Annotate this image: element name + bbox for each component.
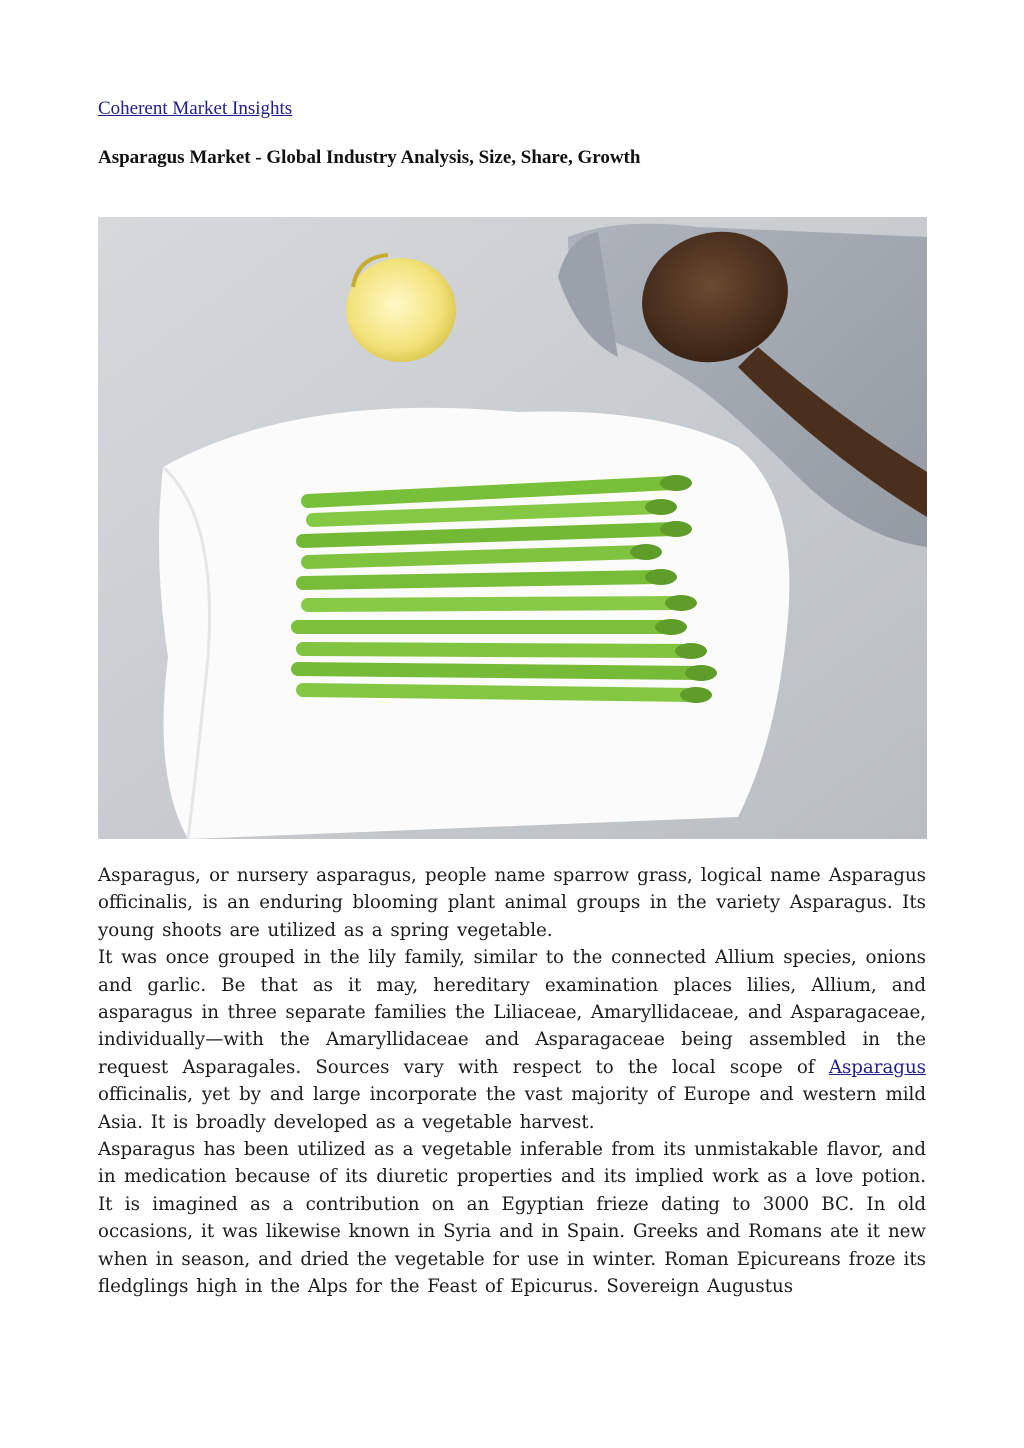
paragraph-2-text-b: officinalis, yet by and large incorporate the vast majority of Europe and western mild Asia. It is broadly developed as a vegetable harvest. (98, 1084, 926, 1133)
asparagus-photo (98, 217, 927, 839)
paragraph-2-text-a: It was once grouped in the lily family, similar to the connected Allium species, onions and garlic. Be that as it may, hereditary examination places lilies, Allium, and asparagus in three separate families the Liliaceae, Amaryllidaceae, and Asparagaceae, individually—with the Amaryllidaceae and Asparagaceae being assembled in the request Asparagales. Sources vary with respect to the local scope of (98, 947, 926, 1078)
paragraph-3: Asparagus has been utilized as a vegetable inferable from its unmistakable flavor, and in medication because of its diuretic properties and its implied work as a love potion. It is imagined as a contribution on an Egyptian frieze dating to 3000 BC. In old occasions, it was likewise known in Syria and in Spain. Greeks and Romans ate it new when in season, and dried the vegetable for use in winter. Roman Epicureans froze its fledglings high in the Alps for the Feast of Epicurus. Sovereign Augustus (98, 1139, 926, 1298)
site-link[interactable]: Coherent Market Insights (98, 98, 293, 119)
article-body (98, 862, 926, 1301)
paragraph-1: Asparagus, or nursery asparagus, people name sparrow grass, logical name Asparagus officinalis, is an enduring blooming plant animal groups in the variety Asparagus. Its young shoots are utilized as a spring vegetable. (98, 865, 926, 941)
page-title: Asparagus Market - Global Industry Analysis, Size, Share, Growth (98, 147, 641, 168)
asparagus-link[interactable]: Asparagus (828, 1056, 926, 1078)
paragraph-2 (98, 944, 926, 1136)
